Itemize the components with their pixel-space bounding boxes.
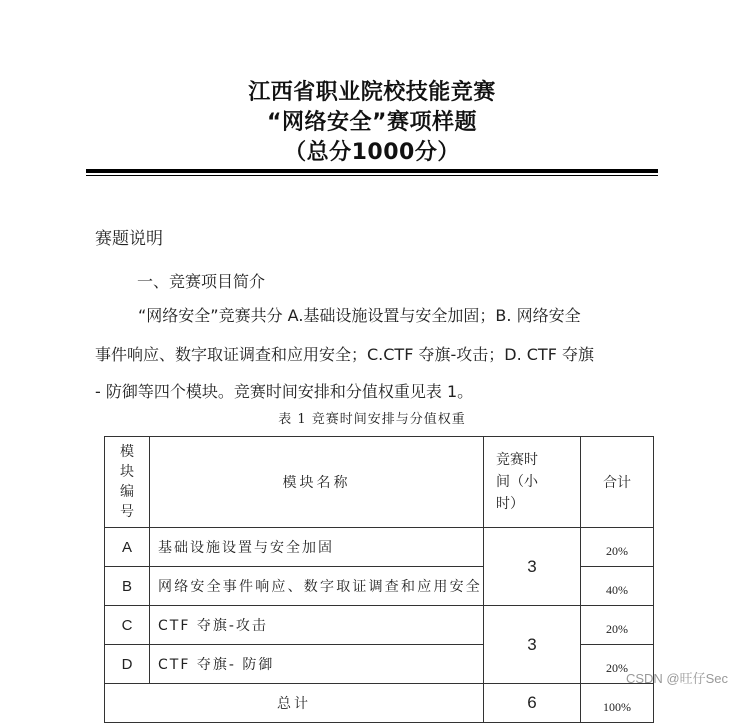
module-hours: 3 <box>484 606 581 684</box>
module-code: D <box>105 645 150 684</box>
header-total: 合计 <box>581 437 654 528</box>
module-weight: 20% <box>581 645 654 684</box>
header-module-code <box>105 437 150 528</box>
header-module-name: 模块名称 <box>150 437 484 528</box>
title-rule-thick <box>86 169 658 173</box>
schedule-weight-table <box>104 436 654 723</box>
subsection-heading: 一、竞赛项目简介 <box>137 272 266 291</box>
section-heading: 赛题说明 <box>95 229 163 249</box>
module-weight: 20% <box>581 528 654 567</box>
body-line-1: “网络安全”竞赛共分 A.基础设施设置与安全加固；B. 网络安全 <box>138 306 581 325</box>
total-hours: 6 <box>484 684 581 723</box>
total-label: 总计 <box>105 684 484 723</box>
module-name: CTF 夺旗-攻击 <box>150 606 484 645</box>
header-time-line: 间（小 <box>496 474 538 490</box>
table-header-row <box>105 437 654 528</box>
table-total-row <box>105 684 654 723</box>
title-line-1: 江西省职业院校技能竞赛 <box>248 80 496 105</box>
table-row <box>105 606 654 645</box>
header-time-line: 时） <box>496 496 524 512</box>
header-char: 号 <box>120 504 134 520</box>
module-code: C <box>105 606 150 645</box>
title-rule-thin <box>86 175 658 176</box>
module-weight: 40% <box>581 567 654 606</box>
module-hours: 3 <box>484 528 581 606</box>
module-code: A <box>105 528 150 567</box>
module-weight: 20% <box>581 606 654 645</box>
header-time-line: 竞赛时 <box>496 452 538 468</box>
module-name: CTF 夺旗- 防御 <box>150 645 484 684</box>
table-row <box>105 528 654 567</box>
title-line-3: （总分1000分） <box>284 140 460 165</box>
table-caption: 表 1 竞赛时间安排与分值权重 <box>278 412 466 427</box>
body-line-3: - 防御等四个模块。竞赛时间安排和分值权重见表 1。 <box>95 382 474 401</box>
title-line-2: “网络安全”赛项样题 <box>267 110 477 135</box>
module-name: 网络安全事件响应、数字取证调查和应用安全 <box>150 567 484 606</box>
module-code: B <box>105 567 150 606</box>
header-char: 编 <box>120 484 134 500</box>
watermark: CSDN @旺仔Sec <box>625 671 728 686</box>
header-char: 模 <box>120 444 134 460</box>
document-title <box>0 78 740 168</box>
header-char: 块 <box>120 464 134 480</box>
module-name: 基础设施设置与安全加固 <box>150 528 484 567</box>
body-line-2: 事件响应、数字取证调查和应用安全；C.CTF 夺旗-攻击；D. CTF 夺旗 <box>95 345 594 364</box>
header-time <box>484 437 581 528</box>
total-weight: 100% <box>581 684 654 723</box>
